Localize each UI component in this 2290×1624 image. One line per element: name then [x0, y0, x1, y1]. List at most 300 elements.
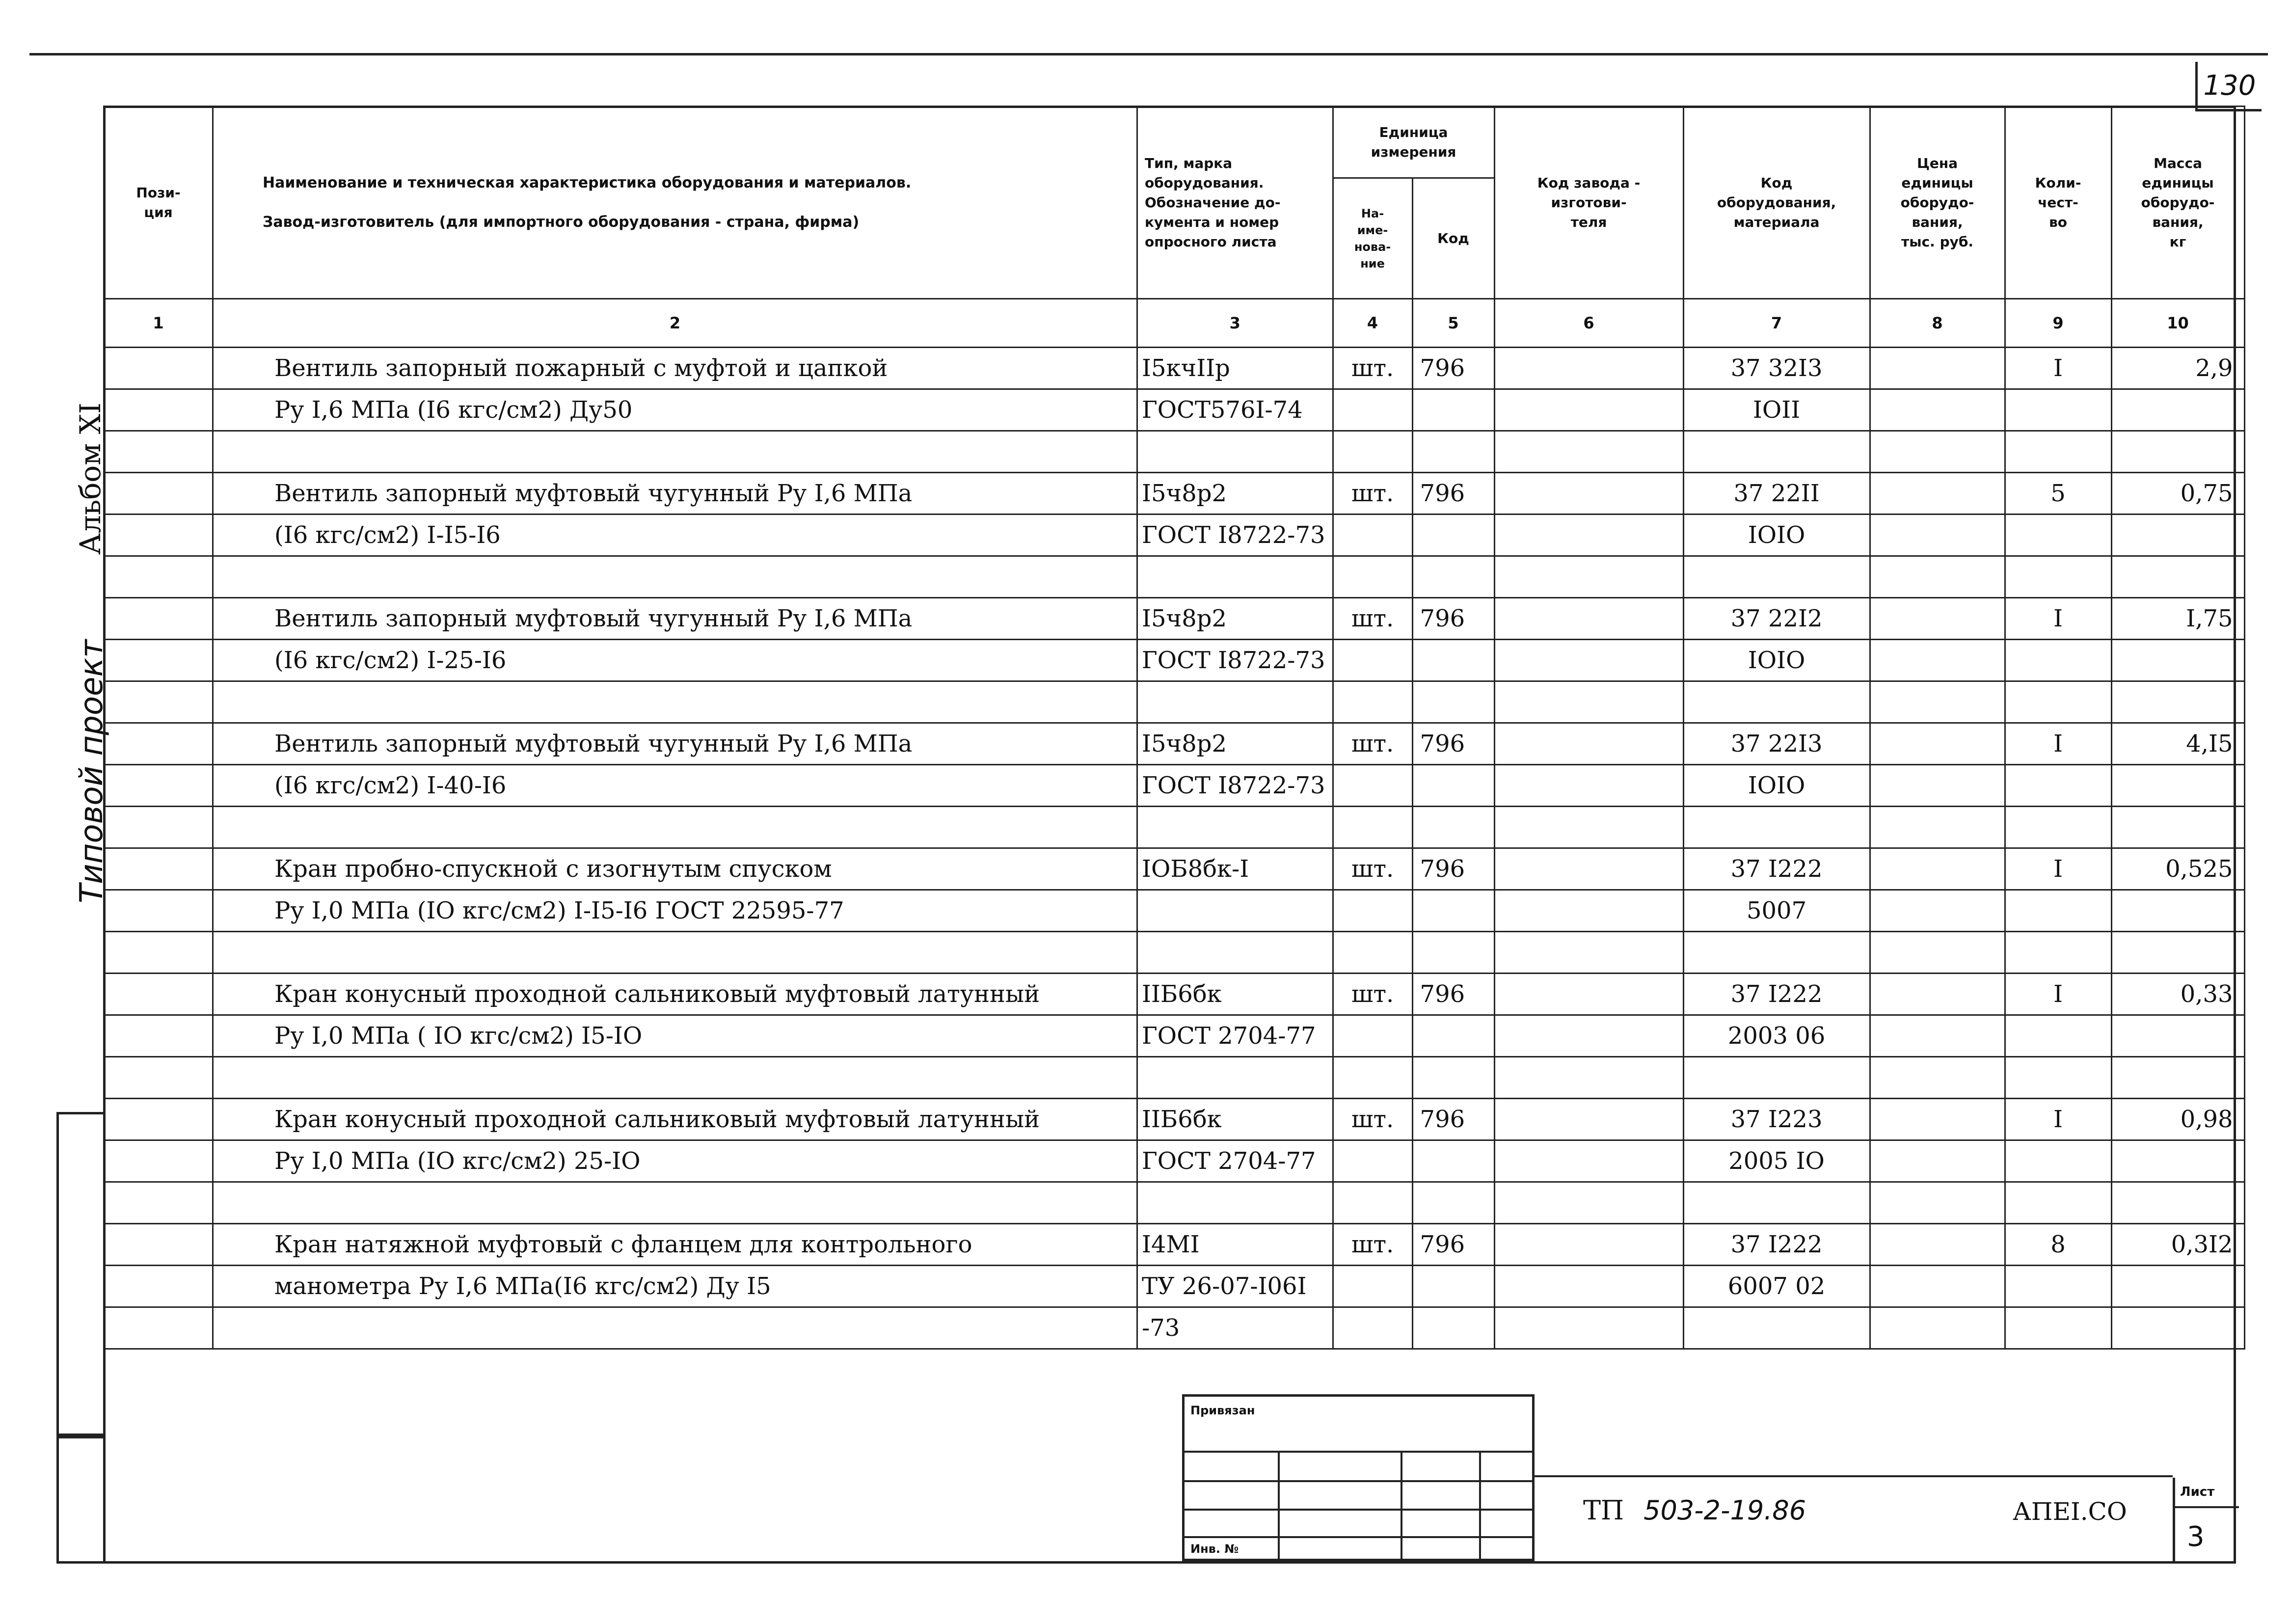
cell-price: [1870, 681, 2005, 723]
cell-price: [1870, 1057, 2005, 1099]
document-mark: АПЕI.CO: [2013, 1497, 2127, 1526]
cell-type: [1137, 1057, 1333, 1099]
cell-unit-code: [1412, 765, 1494, 807]
cell-name: [213, 431, 1137, 473]
table-row: [104, 765, 2245, 807]
cell-factory-code: [1494, 1057, 1683, 1099]
table-row: [104, 389, 2245, 431]
cell-price: [1870, 890, 2005, 932]
header-unit-code: Код: [1412, 178, 1494, 299]
cell-price: [1870, 1266, 2005, 1307]
cell-unit: [1333, 890, 1412, 932]
cell-unit-code: [1412, 1015, 1494, 1057]
cell-quantity: I: [2005, 598, 2111, 640]
sheet-label: Лист: [2180, 1485, 2215, 1499]
cell-equipment-code: [1683, 431, 1870, 473]
cell-quantity: [2005, 932, 2111, 974]
cell-unit: [1333, 1266, 1412, 1307]
cell-equipment-code: [1683, 807, 1870, 848]
cell-position: [104, 348, 213, 389]
cell-price: [1870, 1015, 2005, 1057]
cell-unit: шт.: [1333, 598, 1412, 640]
cell-type: [1137, 431, 1333, 473]
cell-unit: [1333, 807, 1412, 848]
cell-unit: [1333, 1140, 1412, 1182]
header-mass: Масса единицы оборудо- вания, кг: [2111, 107, 2244, 299]
cell-equipment-code: [1683, 1307, 1870, 1349]
cell-position: [104, 1307, 213, 1349]
column-number: 8: [1870, 299, 2005, 348]
project-code: 503-2-19.86: [1643, 1495, 1806, 1526]
cell-name: Кран конусный проходной сальниковый муфтовый латунный: [213, 1099, 1137, 1140]
cell-mass: 0,75: [2111, 473, 2244, 514]
header-equipment-code: Код оборудования, материала: [1683, 107, 1870, 299]
cell-price: [1870, 848, 2005, 890]
cell-unit: шт.: [1333, 348, 1412, 389]
margin-stub-upper: [56, 1112, 103, 1436]
cell-mass: [2111, 640, 2244, 681]
cell-unit-code: [1412, 681, 1494, 723]
table-row: [104, 1015, 2245, 1057]
cell-type: IOБ8бк-I: [1137, 848, 1333, 890]
cell-type: [1137, 1182, 1333, 1224]
cell-unit-code: 796: [1412, 348, 1494, 389]
table-row: [104, 1307, 2245, 1349]
page-number: 130: [2195, 62, 2262, 111]
cell-name: Ру I,0 МПа (IO кгс/см2) 25-IO: [213, 1140, 1137, 1182]
header-unit-group: Единица измерения: [1333, 107, 1494, 178]
cell-unit: шт.: [1333, 1099, 1412, 1140]
cell-type: IIБ6бк: [1137, 974, 1333, 1015]
cell-unit: [1333, 1307, 1412, 1349]
table-row: [104, 514, 2245, 556]
cell-mass: [2111, 681, 2244, 723]
cell-unit: [1333, 640, 1412, 681]
sheet-number: 3: [2187, 1521, 2205, 1553]
cell-unit: [1333, 765, 1412, 807]
cell-equipment-code: [1683, 556, 1870, 598]
cell-name: Вентиль запорный муфтовый чугунный Ру I,6 МПа: [213, 473, 1137, 514]
cell-unit: [1333, 556, 1412, 598]
cell-quantity: [2005, 1140, 2111, 1182]
cell-factory-code: [1494, 473, 1683, 514]
cell-mass: [2111, 1015, 2244, 1057]
cell-unit-code: [1412, 1140, 1494, 1182]
cell-equipment-code: 2005 IO: [1683, 1140, 1870, 1182]
table-row: [104, 473, 2245, 514]
cell-mass: [2111, 1182, 2244, 1224]
cell-type: I4MI: [1137, 1224, 1333, 1266]
cell-position: [104, 807, 213, 848]
cell-unit: [1333, 1057, 1412, 1099]
cell-position: [104, 723, 213, 765]
cell-price: [1870, 1182, 2005, 1224]
table-row: [104, 1057, 2245, 1099]
cell-factory-code: [1494, 556, 1683, 598]
cell-price: [1870, 1140, 2005, 1182]
cell-factory-code: [1494, 1224, 1683, 1266]
cell-unit: [1333, 431, 1412, 473]
table-row: [104, 640, 2245, 681]
cell-quantity: [2005, 681, 2111, 723]
cell-position: [104, 473, 213, 514]
cell-price: [1870, 556, 2005, 598]
cell-position: [104, 1099, 213, 1140]
cell-price: [1870, 348, 2005, 389]
cell-quantity: [2005, 514, 2111, 556]
cell-quantity: [2005, 1015, 2111, 1057]
cell-name: (I6 кгс/см2) I-25-I6: [213, 640, 1137, 681]
cell-unit-code: [1412, 1057, 1494, 1099]
cell-type: I5ч8р2: [1137, 473, 1333, 514]
cell-mass: [2111, 807, 2244, 848]
cell-name: (I6 кгс/см2) I-40-I6: [213, 765, 1137, 807]
header-price: Цена единицы оборудо- вания, тыс. руб.: [1870, 107, 2005, 299]
cell-type: I5ч8р2: [1137, 723, 1333, 765]
cell-unit: шт.: [1333, 723, 1412, 765]
cell-unit-code: [1412, 556, 1494, 598]
cell-name: [213, 556, 1137, 598]
cell-type: ГОСТ 2704-77: [1137, 1015, 1333, 1057]
column-number: 5: [1412, 299, 1494, 348]
cell-factory-code: [1494, 1140, 1683, 1182]
cell-quantity: [2005, 556, 2111, 598]
cell-unit-code: [1412, 640, 1494, 681]
cell-unit-code: [1412, 890, 1494, 932]
cell-factory-code: [1494, 640, 1683, 681]
table-row: [104, 848, 2245, 890]
cell-quantity: [2005, 389, 2111, 431]
cell-mass: 0,525: [2111, 848, 2244, 890]
cell-factory-code: [1494, 932, 1683, 974]
cell-price: [1870, 514, 2005, 556]
cell-factory-code: [1494, 431, 1683, 473]
cell-equipment-code: [1683, 932, 1870, 974]
cell-position: [104, 932, 213, 974]
cell-mass: [2111, 765, 2244, 807]
cell-factory-code: [1494, 1015, 1683, 1057]
cell-mass: [2111, 890, 2244, 932]
cell-type: ТУ 26-07-I06I: [1137, 1266, 1333, 1307]
cell-mass: 4,I5: [2111, 723, 2244, 765]
cell-position: [104, 1182, 213, 1224]
table-row: [104, 1266, 2245, 1307]
cell-price: [1870, 807, 2005, 848]
sheet-number-box: [2173, 1478, 2236, 1564]
table-row: [104, 431, 2245, 473]
cell-unit-code: [1412, 431, 1494, 473]
cell-name: Кран пробно-спускной с изогнутым спуском: [213, 848, 1137, 890]
cell-name: [213, 1307, 1137, 1349]
table-row: [104, 348, 2245, 389]
cell-mass: [2111, 514, 2244, 556]
cell-unit-code: 796: [1412, 473, 1494, 514]
cell-price: [1870, 1099, 2005, 1140]
table-row: [104, 1224, 2245, 1266]
equipment-spec-table: [103, 106, 2245, 1350]
cell-quantity: [2005, 640, 2111, 681]
cell-unit: шт.: [1333, 974, 1412, 1015]
cell-position: [104, 431, 213, 473]
title-block-rule: [1535, 1475, 2173, 1477]
table-row: [104, 1182, 2245, 1224]
cell-name: [213, 932, 1137, 974]
cell-unit: [1333, 1015, 1412, 1057]
cell-factory-code: [1494, 848, 1683, 890]
cell-equipment-code: [1683, 1182, 1870, 1224]
cell-equipment-code: 5007: [1683, 890, 1870, 932]
cell-equipment-code: [1683, 681, 1870, 723]
cell-mass: 0,98: [2111, 1099, 2244, 1140]
cell-price: [1870, 389, 2005, 431]
cell-name: Ру I,0 МПа ( IO кгс/см2) I5-IO: [213, 1015, 1137, 1057]
cell-factory-code: [1494, 1307, 1683, 1349]
cell-equipment-code: 37 32I3: [1683, 348, 1870, 389]
cell-name: Кран натяжной муфтовый с фланцем для контрольного: [213, 1224, 1137, 1266]
cell-equipment-code: 37 I222: [1683, 1224, 1870, 1266]
cell-mass: [2111, 1266, 2244, 1307]
cell-price: [1870, 932, 2005, 974]
cell-equipment-code: IOIO: [1683, 640, 1870, 681]
cell-equipment-code: IOIO: [1683, 765, 1870, 807]
cell-type: I5кчIIр: [1137, 348, 1333, 389]
table-row: [104, 807, 2245, 848]
cell-mass: 0,33: [2111, 974, 2244, 1015]
cell-price: [1870, 598, 2005, 640]
header-quantity: Коли- чест- во: [2005, 107, 2111, 299]
cell-factory-code: [1494, 1182, 1683, 1224]
cell-unit-code: 796: [1412, 848, 1494, 890]
cell-mass: I,75: [2111, 598, 2244, 640]
cell-factory-code: [1494, 765, 1683, 807]
header-unit-name: На- име- нова- ние: [1333, 178, 1412, 299]
table-row: [104, 598, 2245, 640]
header-type: Тип, марка оборудования. Обозначение до- кумента и номер опросного листа: [1137, 107, 1333, 299]
cell-factory-code: [1494, 1266, 1683, 1307]
cell-price: [1870, 640, 2005, 681]
cell-quantity: 8: [2005, 1224, 2111, 1266]
top-rule: [29, 53, 2268, 55]
cell-quantity: [2005, 765, 2111, 807]
cell-mass: 0,3I2: [2111, 1224, 2244, 1266]
table-row: [104, 890, 2245, 932]
column-number: 4: [1333, 299, 1412, 348]
side-project-label: Типовой проект: [74, 639, 110, 903]
cell-position: [104, 640, 213, 681]
cell-type: [1137, 807, 1333, 848]
cell-price: [1870, 974, 2005, 1015]
cell-type: ГОСТ I8722-73: [1137, 765, 1333, 807]
cell-type: ГОСТ 2704-77: [1137, 1140, 1333, 1182]
cell-equipment-code: 37 I223: [1683, 1099, 1870, 1140]
cell-position: [104, 1266, 213, 1307]
cell-unit-code: [1412, 1182, 1494, 1224]
cell-price: [1870, 765, 2005, 807]
table-row: [104, 932, 2245, 974]
cell-unit: [1333, 389, 1412, 431]
cell-unit-code: [1412, 514, 1494, 556]
header-position: Пози- ция: [104, 107, 213, 299]
cell-position: [104, 974, 213, 1015]
column-number: 1: [104, 299, 213, 348]
column-number: 6: [1494, 299, 1683, 348]
cell-type: IIБ6бк: [1137, 1099, 1333, 1140]
cell-name: (I6 кгс/см2) I-I5-I6: [213, 514, 1137, 556]
cell-quantity: [2005, 1182, 2111, 1224]
cell-factory-code: [1494, 974, 1683, 1015]
cell-type: -73: [1137, 1307, 1333, 1349]
cell-quantity: I: [2005, 848, 2111, 890]
cell-unit-code: 796: [1412, 723, 1494, 765]
column-number: 9: [2005, 299, 2111, 348]
cell-type: [1137, 556, 1333, 598]
cell-mass: 2,9: [2111, 348, 2244, 389]
cell-position: [104, 514, 213, 556]
cell-price: [1870, 1307, 2005, 1349]
cell-unit: [1333, 932, 1412, 974]
cell-equipment-code: 6007 02: [1683, 1266, 1870, 1307]
cell-quantity: [2005, 431, 2111, 473]
cell-mass: [2111, 431, 2244, 473]
cell-name: [213, 1182, 1137, 1224]
cell-unit: шт.: [1333, 473, 1412, 514]
cell-position: [104, 1057, 213, 1099]
cell-position: [104, 556, 213, 598]
cell-unit-code: 796: [1412, 974, 1494, 1015]
cell-unit: шт.: [1333, 1224, 1412, 1266]
cell-type: ГОСТ I8722-73: [1137, 640, 1333, 681]
table-row: [104, 723, 2245, 765]
cell-equipment-code: 37 22I3: [1683, 723, 1870, 765]
table-row: [104, 1099, 2245, 1140]
cell-factory-code: [1494, 598, 1683, 640]
cell-price: [1870, 473, 2005, 514]
cell-quantity: [2005, 1307, 2111, 1349]
cell-unit: [1333, 681, 1412, 723]
cell-factory-code: [1494, 348, 1683, 389]
cell-mass: [2111, 1307, 2244, 1349]
cell-factory-code: [1494, 807, 1683, 848]
cell-factory-code: [1494, 890, 1683, 932]
cell-type: I5ч8р2: [1137, 598, 1333, 640]
cell-equipment-code: 37 I222: [1683, 848, 1870, 890]
cell-mass: [2111, 932, 2244, 974]
cell-mass: [2111, 556, 2244, 598]
side-album-label: Альбом XI: [74, 403, 107, 555]
cell-position: [104, 1015, 213, 1057]
cell-unit-code: [1412, 1307, 1494, 1349]
cell-unit: [1333, 1182, 1412, 1224]
cell-name: манометра Ру I,6 МПа(I6 кгс/см2) Ду I5: [213, 1266, 1137, 1307]
table-row: [104, 681, 2245, 723]
cell-equipment-code: 2003 06: [1683, 1015, 1870, 1057]
cell-price: [1870, 723, 2005, 765]
cell-mass: [2111, 1140, 2244, 1182]
column-number: 10: [2111, 299, 2244, 348]
cell-quantity: [2005, 1057, 2111, 1099]
cell-equipment-code: IOIO: [1683, 514, 1870, 556]
cell-quantity: I: [2005, 1099, 2111, 1140]
cell-name: [213, 807, 1137, 848]
cell-type: [1137, 681, 1333, 723]
cell-factory-code: [1494, 681, 1683, 723]
cell-name: Вентиль запорный муфтовый чугунный Ру I,6 МПа: [213, 723, 1137, 765]
cell-quantity: 5: [2005, 473, 2111, 514]
cell-unit-code: [1412, 807, 1494, 848]
cell-position: [104, 598, 213, 640]
cell-type: ГОСТ I8722-73: [1137, 514, 1333, 556]
cell-quantity: [2005, 890, 2111, 932]
cell-mass: [2111, 1057, 2244, 1099]
cell-quantity: I: [2005, 723, 2111, 765]
title-block-prefix: ТП: [1583, 1495, 1624, 1526]
margin-stub-lower: [56, 1436, 103, 1564]
table-row: [104, 1140, 2245, 1182]
stamp-inv-label: Инв. №: [1190, 1542, 1239, 1556]
cell-mass: [2111, 389, 2244, 431]
cell-factory-code: [1494, 723, 1683, 765]
table-row: [104, 974, 2245, 1015]
header-name: Наименование и техническая характеристика оборудования и материалов. Завод-изготовитель (для импортного оборудования - страна, фирма): [213, 107, 1137, 299]
cell-unit-code: 796: [1412, 1099, 1494, 1140]
table-row: [104, 556, 2245, 598]
cell-factory-code: [1494, 1099, 1683, 1140]
cell-type: ГОСТ576I-74: [1137, 389, 1333, 431]
cell-position: [104, 1140, 213, 1182]
cell-type: [1137, 890, 1333, 932]
cell-position: [104, 389, 213, 431]
cell-position: [104, 1224, 213, 1266]
header-factory-code: Код завода - изготови- теля: [1494, 107, 1683, 299]
cell-equipment-code: [1683, 1057, 1870, 1099]
cell-factory-code: [1494, 389, 1683, 431]
cell-quantity: [2005, 1266, 2111, 1307]
cell-unit-code: 796: [1412, 598, 1494, 640]
cell-type: [1137, 932, 1333, 974]
cell-name: Вентиль запорный пожарный с муфтой и цапкой: [213, 348, 1137, 389]
cell-quantity: I: [2005, 974, 2111, 1015]
cell-unit-code: [1412, 389, 1494, 431]
cell-name: [213, 1057, 1137, 1099]
title-block-code: [1583, 1495, 1806, 1526]
cell-factory-code: [1494, 514, 1683, 556]
cell-position: [104, 890, 213, 932]
cell-position: [104, 848, 213, 890]
cell-position: [104, 681, 213, 723]
cell-unit-code: [1412, 1266, 1494, 1307]
cell-unit: шт.: [1333, 848, 1412, 890]
cell-name: Кран конусный проходной сальниковый муфтовый латунный: [213, 974, 1137, 1015]
cell-equipment-code: 37 I222: [1683, 974, 1870, 1015]
cell-name: Ру I,6 МПа (I6 кгс/см2) Ду50: [213, 389, 1137, 431]
cell-position: [104, 765, 213, 807]
cell-name: Вентиль запорный муфтовый чугунный Ру I,6 МПа: [213, 598, 1137, 640]
cell-quantity: [2005, 807, 2111, 848]
cell-price: [1870, 1224, 2005, 1266]
cell-quantity: I: [2005, 348, 2111, 389]
attachment-stamp: [1182, 1394, 1535, 1561]
cell-unit: [1333, 514, 1412, 556]
column-number: 2: [213, 299, 1137, 348]
cell-equipment-code: 37 22I2: [1683, 598, 1870, 640]
column-number: 3: [1137, 299, 1333, 348]
cell-equipment-code: 37 22II: [1683, 473, 1870, 514]
cell-unit-code: [1412, 932, 1494, 974]
cell-equipment-code: IOII: [1683, 389, 1870, 431]
cell-name: [213, 681, 1137, 723]
column-number: 7: [1683, 299, 1870, 348]
cell-price: [1870, 431, 2005, 473]
